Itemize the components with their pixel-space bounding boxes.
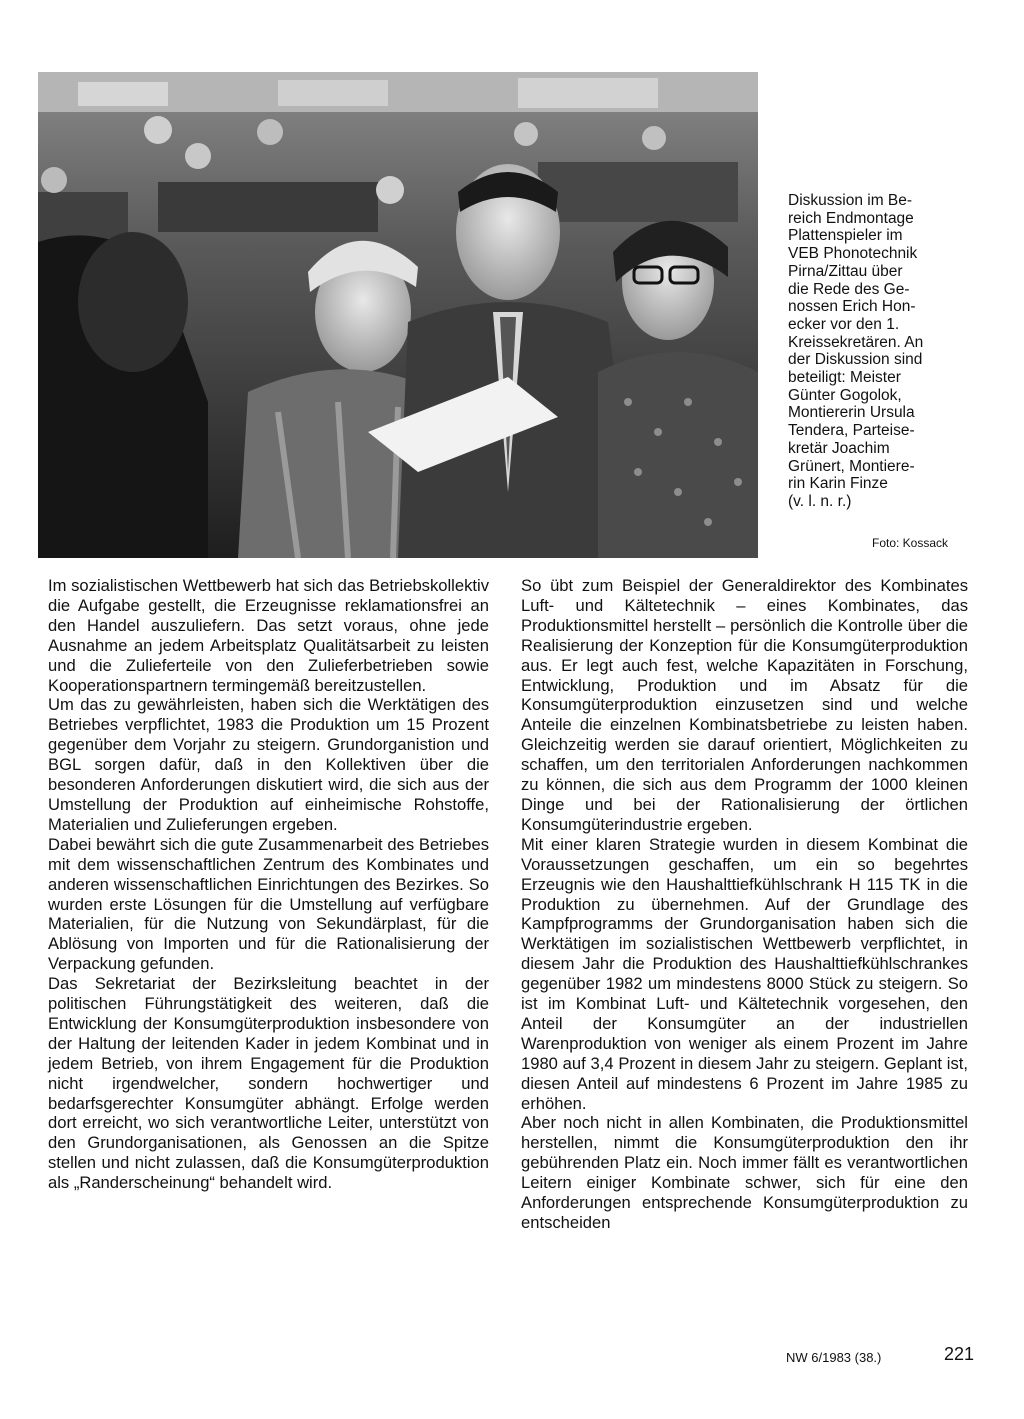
paragraph: Das Sekretariat der Bezirksleitung beachtet in der politischen Führungstätigkeit des weiteren, daß die Entwicklung der Konsumgüterproduktion insbesondere von der Haltung der leitenden Kader in jedem Kombinat und in jedem Betrieb, von ihrem Engagement für die Produktion nicht irgendwelcher, sondern hochwertiger und bedarfsgerechter Konsumgüter abhängt. Erfolge werden dort erreicht, wo sich verantwortliche Leiter, unterstützt von den Grundorganisationen, als Genossen an die Spitze stellen und nicht zulassen, daß die Konsumgüterproduktion als „Randerscheinung“ behandelt wird.	[48, 974, 489, 1193]
paragraph: Im sozialistischen Wettbewerb hat sich das Betriebskollektiv die Aufgabe gestellt, die Erzeugnisse reklamationsfrei an den Handel auszuliefern. Das setzt voraus, ohne jede Ausnahme an jedem Arbeitsplatz Qualitätsarbeit zu leisten und die Zulieferteile von den Zulieferbetrieben sowie Kooperationspartnern termingemäß bereitzustellen.	[48, 576, 489, 695]
paragraph: So übt zum Beispiel der Generaldirektor des Kombinates Luft- und Kältetechnik – eines Kombinates, das Produktionsmittel herstellt – persönlich die Kontrolle über die Realisierung der Konzeption für die Konsumgüterproduktion aus. Er legt auch fest, welche Kapazitäten in Forschung, Entwicklung, Produktion und im Absatz für die Konsumgüterproduktion einzusetzen sind und welche Anteile die einzelnen Kombinatsbetriebe zu leisten haben. Gleichzeitig werden sie darauf orientiert, Möglichkeiten zu schaffen, um den territorialen Anforderungen nachkommen zu können, die sich aus dem Programm der 1000 kleinen Dinge und bei der Rationalisierung der örtlichen Konsumgüterindustrie ergeben.	[521, 576, 968, 834]
paragraph: Aber noch nicht in allen Kombinaten, die Produktionsmittel herstellen, nimmt die Konsumgüterproduktion den ihr gebührenden Platz ein. Noch immer fällt es verantwortlichen Leitern einiger Kombinate schwer, sich für eine den Anforderungen entsprechende Konsumgüterproduktion zu entscheiden	[521, 1113, 968, 1232]
photo-icon	[38, 72, 758, 558]
paragraph: Mit einer klaren Strategie wurden in diesem Kombinat die Voraussetzungen geschaffen, um ein so begehrtes Erzeugnis wie den Haushalttiefkühlschrank H 115 TK in die Produktion zu übernehmen. Auf der Grundlage des Kampfprogramms der Grundorganisation haben sich die Werktätigen im sozialistischen Wettbewerb verpflichtet, in diesem Jahr die Produktion des Haushalttiefkühlschrankes gegenüber 1982 um mindestens 8000 Stück zu steigern. So ist im Kombinat Luft- und Kältetechnik vorgesehen, den Anteil der Konsumgüter an der industriellen Warenproduktion von weniger als einem Prozent im Jahre 1980 auf 3,4 Prozent in diesem Jahr zu steigern. Geplant ist, diesen Anteil auf mindestens 6 Prozent im Jahre 1985 zu erhöhen.	[521, 834, 968, 1113]
paragraph: Um das zu gewährleisten, haben sich die Werktätigen des Betriebes verpflichtet, 1983 die Produktion um 15 Prozent gegenüber dem Vorjahr zu steigern. Grundorganistion und BGL sorgen dafür, daß in den Kollektiven über die besonderen Anforderungen diskutiert wird, die sich aus der Umstellung der Produktion auf einheimische Rohstoffe, Materialien und Zulieferungen ergeben.	[48, 695, 489, 834]
photo-credit: Foto: Kossack	[872, 536, 949, 550]
issue-reference: NW 6/1983 (38.)	[786, 1350, 882, 1365]
page-number: 221	[944, 1344, 975, 1364]
discussion-photo	[38, 72, 758, 558]
paragraph: Dabei bewährt sich die gute Zusammenarbeit des Betriebes mit dem wissenschaftlichen Zentrum des Kombinates und anderen wissenschaftlichen Einrichtungen des Bezirkes. So wurden erste Lösungen für die Umstellung auf verfügbare Materialien, für die Nutzung von Sekundärplast, für die Ablösung von Importen und für die Rationalisierung der Verpackung gefunden.	[48, 834, 489, 974]
article-column-right	[521, 576, 968, 1233]
article-column-left	[48, 576, 489, 1193]
photo-caption: Diskussion im Be- reich Endmontage Plattenspieler im VEB Phonotechnik Pirna/Zittau über die Rede des Ge- nossen Erich Hon- ecker vor den 1. Kreissekretären. An der Diskussion sind beteiligt: Meister Günter Gogolok, Montiererin Ursula Tendera, Parteise- kretär Joachim Grünert, Montiere- rin Karin Finze (v. l. n. r.)	[788, 192, 924, 510]
